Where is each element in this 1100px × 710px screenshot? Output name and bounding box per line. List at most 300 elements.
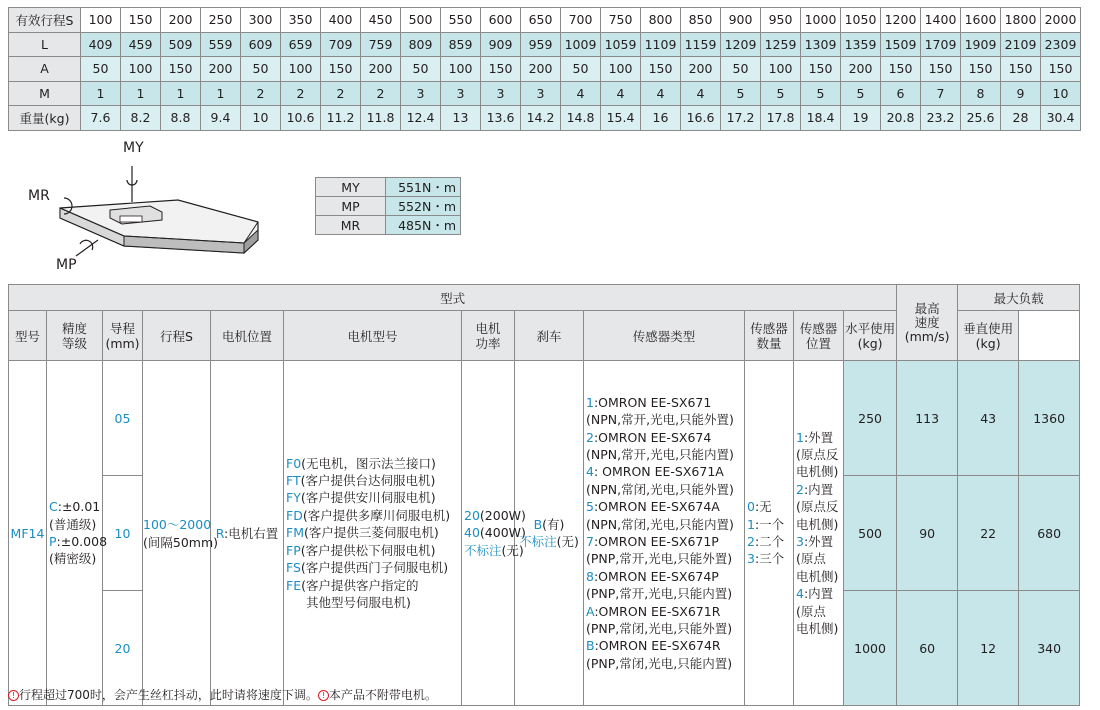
table-cell: 17.2 bbox=[721, 106, 761, 131]
sensor-count-item bbox=[747, 550, 791, 567]
sensor-count-cell bbox=[745, 361, 794, 706]
brake-header: 刹车 bbox=[515, 311, 584, 361]
table-cell: 17.8 bbox=[761, 106, 801, 131]
lead-cell: 10 bbox=[103, 476, 143, 591]
table-row bbox=[316, 197, 461, 216]
sensor-position-item-code: 4 bbox=[796, 586, 804, 602]
speed-cell: 250 bbox=[844, 361, 897, 476]
load-vertical-cell: 12 bbox=[958, 591, 1019, 706]
stroke-header-row bbox=[9, 8, 1081, 33]
stroke-header-cell: 650 bbox=[521, 8, 561, 33]
table-cell: 150 bbox=[801, 57, 841, 82]
table-cell: 859 bbox=[441, 32, 481, 57]
mr-label: MR bbox=[28, 188, 50, 204]
stroke-header-cell: 1050 bbox=[841, 8, 881, 33]
alert-icon: ! bbox=[8, 690, 19, 701]
table-cell: 200 bbox=[201, 57, 241, 82]
sensor-position-item-text: :外置 bbox=[803, 429, 834, 445]
sensor-type-item bbox=[586, 637, 742, 654]
sensor-type-item-text: :OMRON EE-SX674R bbox=[594, 638, 721, 654]
table-cell: 5 bbox=[761, 81, 801, 106]
motor-model-item-code: FT bbox=[286, 473, 301, 489]
table-cell: 2109 bbox=[1001, 32, 1041, 57]
stroke-header-cell: 1400 bbox=[921, 8, 961, 33]
sensor-type-item bbox=[586, 446, 742, 463]
table-cell: 16 bbox=[641, 106, 681, 131]
sensor-type-item bbox=[586, 603, 742, 620]
actuator-illustration bbox=[20, 140, 280, 275]
stroke-header-label: 有效行程S bbox=[9, 8, 81, 33]
sensor-type-item-code: 8 bbox=[586, 568, 594, 584]
table-cell: 200 bbox=[841, 57, 881, 82]
table-cell: 150 bbox=[641, 57, 681, 82]
brake-item-text: (有) bbox=[542, 516, 565, 532]
table-cell: 9 bbox=[1001, 81, 1041, 106]
sensor-count-item bbox=[747, 498, 791, 515]
table-cell: 13 bbox=[441, 106, 481, 131]
model-header: 型号 bbox=[9, 311, 47, 361]
sensor-type-item bbox=[586, 411, 742, 428]
table-cell: 200 bbox=[681, 57, 721, 82]
sensor-position-item bbox=[796, 481, 841, 498]
model-spec-table bbox=[8, 284, 1080, 706]
table-cell: 3 bbox=[481, 81, 521, 106]
lead-cell: 05 bbox=[103, 361, 143, 476]
table-cell: 8 bbox=[961, 81, 1001, 106]
stroke-header-cell: 400 bbox=[321, 8, 361, 33]
sensor-type-item-text: :OMRON EE-SX671 bbox=[593, 394, 712, 410]
stroke-note: (间隔50mm) bbox=[143, 535, 219, 550]
load-vertical-header bbox=[958, 311, 1019, 361]
table-cell: 1259 bbox=[761, 32, 801, 57]
table-cell: 609 bbox=[241, 32, 281, 57]
sensor-position-item bbox=[796, 429, 841, 446]
motor-model-item bbox=[286, 577, 459, 594]
stroke-header-cell: 850 bbox=[681, 8, 721, 33]
table-cell: 5 bbox=[721, 81, 761, 106]
sensor-type-item-text: (PNP,常闭,光电,只能外置) bbox=[586, 621, 733, 637]
motor-model-item-text: (客户提供多摩川伺服电机) bbox=[302, 507, 451, 523]
table-cell: 14.2 bbox=[521, 106, 561, 131]
motor-model-cell bbox=[284, 361, 462, 706]
lead-header-text: 导程 (mm) bbox=[105, 320, 140, 351]
table-cell: 23.2 bbox=[921, 106, 961, 131]
moment-key: MY bbox=[316, 178, 386, 197]
sensor-count-item-text: :一个 bbox=[754, 516, 785, 532]
sensor-position-header bbox=[794, 311, 844, 361]
table-cell: 1 bbox=[81, 81, 121, 106]
sensor-position-item-text: (原点 bbox=[796, 551, 826, 567]
motor-model-item bbox=[286, 594, 459, 611]
motor-model-item-code: FM bbox=[286, 525, 304, 541]
sensor-type-item-code: 4 bbox=[586, 464, 594, 480]
sensor-type-item-text: (PNP,常闭,光电,只能内置) bbox=[586, 655, 733, 671]
table-cell: 3 bbox=[441, 81, 481, 106]
motor-model-item bbox=[286, 559, 459, 576]
moment-value: 552N・m bbox=[386, 197, 461, 216]
stroke-header-cell: 300 bbox=[241, 8, 281, 33]
motor-model-item-code: FE bbox=[286, 577, 302, 593]
table-cell: 11.8 bbox=[361, 106, 401, 131]
table-cell: 559 bbox=[201, 32, 241, 57]
motor-power-header-text: 电机 功率 bbox=[475, 320, 501, 351]
table-cell: 1 bbox=[201, 81, 241, 106]
speed-cell: 500 bbox=[844, 476, 897, 591]
sensor-position-item-text: (原点反 bbox=[796, 446, 839, 462]
table-cell: 2 bbox=[321, 81, 361, 106]
sensor-type-item-text: (NPN,常开,光电,只能外置) bbox=[586, 412, 734, 428]
stroke-header-cell: 150 bbox=[121, 8, 161, 33]
sensor-position-item bbox=[796, 533, 841, 550]
stroke-header: 行程S bbox=[143, 311, 211, 361]
sensor-type-item-text: (NPN,常开,光电,只能内置) bbox=[586, 446, 734, 462]
table-cell: 14.8 bbox=[561, 106, 601, 131]
table-cell: 459 bbox=[121, 32, 161, 57]
table-cell: 1109 bbox=[641, 32, 681, 57]
table-cell: 150 bbox=[961, 57, 1001, 82]
stroke-header-cell: 450 bbox=[361, 8, 401, 33]
motor-power-header bbox=[462, 311, 515, 361]
motor-model-item-text: (客户提供松下伺服电机) bbox=[300, 542, 436, 558]
motor-model-item-text: (无电机，图示法兰接口) bbox=[301, 455, 436, 471]
sensor-position-item-text: (原点反 bbox=[796, 499, 839, 515]
table-cell: 4 bbox=[681, 81, 721, 106]
sensor-type-item bbox=[586, 498, 742, 515]
stroke-header-cell: 250 bbox=[201, 8, 241, 33]
table-cell: 10 bbox=[241, 106, 281, 131]
table-cell: 28 bbox=[1001, 106, 1041, 131]
stroke-header-cell: 950 bbox=[761, 8, 801, 33]
row-label: M bbox=[9, 81, 81, 106]
table-row bbox=[9, 361, 1080, 476]
sensor-count-item-code: 3 bbox=[747, 551, 755, 567]
sensor-position-item-text: 电机侧) bbox=[796, 568, 839, 584]
sensor-position-header-text: 传感器 位置 bbox=[799, 320, 838, 351]
sensor-position-item-text: :外置 bbox=[803, 534, 834, 549]
load-vertical-cell: 22 bbox=[958, 476, 1019, 591]
moment-key: MR bbox=[316, 216, 386, 235]
sensor-position-item bbox=[796, 550, 841, 567]
sensor-type-item bbox=[586, 620, 742, 637]
table-row bbox=[316, 178, 461, 197]
stroke-header-cell: 700 bbox=[561, 8, 601, 33]
motor-power-item-code: 不标注 bbox=[464, 542, 502, 558]
sensor-count-header-text: 传感器 数量 bbox=[750, 320, 788, 351]
footnote-text-1: 行程超过700时，会产生丝杠抖动，此时请将速度下调。 bbox=[19, 688, 318, 702]
stroke-cell bbox=[143, 361, 219, 706]
thrust-cell: 340 bbox=[1019, 591, 1080, 706]
table-cell: 18.4 bbox=[801, 106, 841, 131]
motor-model-item bbox=[286, 542, 459, 559]
table-cell: 12.4 bbox=[401, 106, 441, 131]
motor-model-item-text: (客户提供西门子伺服电机) bbox=[300, 560, 449, 576]
table-cell: 2 bbox=[241, 81, 281, 106]
sensor-type-item bbox=[586, 533, 742, 550]
brake-item-code: B bbox=[533, 516, 543, 532]
motor-model-item-text: 其他型号伺服电机) bbox=[306, 594, 411, 610]
sensor-type-item-code: A bbox=[586, 603, 595, 619]
table-cell: 3 bbox=[521, 81, 561, 106]
motor-position-header: 电机位置 bbox=[211, 311, 284, 361]
brake-item-code: 不标注 bbox=[519, 534, 557, 549]
table-cell: 150 bbox=[321, 57, 361, 82]
sensor-type-item bbox=[586, 655, 742, 672]
stroke-header-cell: 1600 bbox=[961, 8, 1001, 33]
motor-power-item-text: (200W) bbox=[479, 507, 526, 523]
motor-power-item bbox=[464, 524, 526, 541]
footnote-text-2: 本产品不附带电机。 bbox=[328, 688, 437, 702]
precision-item bbox=[49, 533, 108, 550]
table-cell: 8.2 bbox=[121, 106, 161, 131]
sensor-type-item-text: (NPN,常闭,光电,只能内置) bbox=[586, 516, 734, 532]
table-cell: 1909 bbox=[961, 32, 1001, 57]
lead-header bbox=[103, 311, 143, 361]
table-cell: 20.8 bbox=[881, 106, 921, 131]
sensor-type-item-text: (PNP,常开,光电,只能外置) bbox=[586, 551, 733, 567]
table-cell: 959 bbox=[521, 32, 561, 57]
type-group-header: 型式 bbox=[9, 285, 897, 311]
table-cell: 809 bbox=[401, 32, 441, 57]
table-cell: 909 bbox=[481, 32, 521, 57]
precision-item-text: (精密级) bbox=[49, 551, 97, 567]
sensor-position-item-code: 2 bbox=[796, 481, 804, 497]
precision-list bbox=[47, 498, 108, 568]
motor-model-item bbox=[286, 524, 459, 541]
table-row bbox=[9, 32, 1081, 57]
table-cell: 709 bbox=[321, 32, 361, 57]
sensor-type-item bbox=[586, 481, 742, 498]
sensor-position-item-text: (原点 bbox=[796, 603, 826, 619]
sensor-position-item-text: 电机侧) bbox=[796, 621, 839, 637]
motor-power-cell bbox=[462, 361, 526, 706]
brake-item-text: (无) bbox=[556, 534, 579, 549]
moment-value: 551N・m bbox=[386, 178, 461, 197]
precision-item bbox=[49, 550, 100, 567]
sensor-type-item-text: :OMRON EE-SX671P bbox=[593, 534, 719, 549]
sensor-count-item-text: :二个 bbox=[754, 534, 785, 549]
stroke-range: 100～2000 bbox=[143, 517, 212, 532]
table-cell: 10.6 bbox=[281, 106, 321, 131]
sensor-count-item-text: :无 bbox=[754, 499, 772, 515]
table-cell: 150 bbox=[881, 57, 921, 82]
table-cell: 1709 bbox=[921, 32, 961, 57]
table-cell: 9.4 bbox=[201, 106, 241, 131]
sensor-type-cell bbox=[584, 361, 745, 706]
table-cell: 25.6 bbox=[961, 106, 1001, 131]
motor-model-list bbox=[284, 455, 461, 612]
sensor-position-item bbox=[796, 585, 841, 602]
table-cell: 4 bbox=[641, 81, 681, 106]
sensor-position-list bbox=[794, 429, 843, 638]
sensor-position-item-text: :内置 bbox=[803, 586, 834, 602]
sensor-type-item-text: :OMRON EE-SX674 bbox=[593, 429, 712, 445]
row-label: A bbox=[9, 57, 81, 82]
table-cell: 4 bbox=[601, 81, 641, 106]
motor-position-cell bbox=[211, 361, 284, 706]
motor-model-item-text: (客户提供三菱伺服电机) bbox=[303, 525, 439, 541]
sensor-type-item bbox=[586, 550, 742, 567]
table-cell: 150 bbox=[1041, 57, 1081, 82]
sensor-type-item-code: 1 bbox=[586, 394, 594, 410]
sensor-position-item-text: 电机侧) bbox=[796, 464, 839, 480]
table-cell: 150 bbox=[481, 57, 521, 82]
motor-model-item-code: FS bbox=[286, 560, 301, 576]
footnote bbox=[8, 686, 437, 703]
table-cell: 409 bbox=[81, 32, 121, 57]
table-cell: 1009 bbox=[561, 32, 601, 57]
stroke-header-cell: 750 bbox=[601, 8, 641, 33]
motor-power-list bbox=[462, 507, 526, 559]
stroke-header-cell: 100 bbox=[81, 8, 121, 33]
stroke-header-cell: 1000 bbox=[801, 8, 841, 33]
motor-model-item bbox=[286, 489, 459, 506]
lead-cell: 20 bbox=[103, 591, 143, 706]
stroke-header-cell: 1800 bbox=[1001, 8, 1041, 33]
table-cell: 10 bbox=[1041, 81, 1081, 106]
sensor-type-item bbox=[586, 585, 742, 602]
table-cell: 100 bbox=[601, 57, 641, 82]
sensor-type-item-code: B bbox=[586, 638, 595, 654]
table-cell: 2 bbox=[281, 81, 321, 106]
alert-icon: ! bbox=[318, 690, 329, 701]
table-cell: 3 bbox=[401, 81, 441, 106]
sensor-type-item-code: 7 bbox=[586, 534, 594, 549]
thrust-cell: 680 bbox=[1019, 476, 1080, 591]
stroke-header-cell: 550 bbox=[441, 8, 481, 33]
table-cell: 7 bbox=[921, 81, 961, 106]
model-cell: MF14 bbox=[9, 361, 47, 706]
sensor-position-item bbox=[796, 446, 841, 463]
sensor-count-item bbox=[747, 516, 791, 533]
motor-power-item-text: (400W) bbox=[479, 525, 526, 541]
motor-model-item bbox=[286, 455, 459, 472]
sensor-position-item-code: 3 bbox=[796, 534, 804, 549]
sensor-type-item bbox=[586, 429, 742, 446]
row-label: 重量(kg) bbox=[9, 106, 81, 131]
stroke-header-cell: 900 bbox=[721, 8, 761, 33]
table-row bbox=[9, 81, 1081, 106]
motor-model-item-code: FY bbox=[286, 490, 301, 506]
precision-item-code: C bbox=[49, 499, 58, 515]
motor-position-text: :电机右置 bbox=[224, 526, 279, 541]
max-speed-header bbox=[897, 285, 958, 361]
sensor-count-header bbox=[745, 311, 794, 361]
table-cell: 2309 bbox=[1041, 32, 1081, 57]
motor-power-item-code: 40 bbox=[464, 525, 480, 541]
table-cell: 200 bbox=[521, 57, 561, 82]
stroke-spec-table bbox=[8, 7, 1081, 131]
moment-value: 485N・m bbox=[386, 216, 461, 235]
table-cell: 2 bbox=[361, 81, 401, 106]
table-cell: 6 bbox=[881, 81, 921, 106]
load-horizontal-cell: 60 bbox=[897, 591, 958, 706]
table-cell: 1059 bbox=[601, 32, 641, 57]
max-speed-header-text: 最高 速度 (mm/s) bbox=[904, 300, 950, 344]
table-cell: 659 bbox=[281, 32, 321, 57]
sensor-count-item bbox=[747, 533, 791, 550]
sensor-count-item-code: 1 bbox=[747, 516, 755, 532]
table-cell: 100 bbox=[121, 57, 161, 82]
table-cell: 13.6 bbox=[481, 106, 521, 131]
sensor-count-item-text: :三个 bbox=[754, 551, 785, 567]
table-cell: 5 bbox=[801, 81, 841, 106]
table-cell: 50 bbox=[241, 57, 281, 82]
table-cell: 1 bbox=[161, 81, 201, 106]
table-cell: 5 bbox=[841, 81, 881, 106]
table-cell: 509 bbox=[161, 32, 201, 57]
table-cell: 150 bbox=[1001, 57, 1041, 82]
sensor-position-item bbox=[796, 516, 841, 533]
table-cell: 150 bbox=[921, 57, 961, 82]
motor-model-item-code: FP bbox=[286, 542, 301, 558]
sensor-type-header: 传感器类型 bbox=[584, 311, 745, 361]
sensor-position-item bbox=[796, 603, 841, 620]
stroke-header-cell: 500 bbox=[401, 8, 441, 33]
table-cell: 100 bbox=[441, 57, 481, 82]
sensor-type-item-text: :OMRON EE-SX671R bbox=[594, 603, 721, 619]
motor-model-item-code: F0 bbox=[286, 455, 302, 471]
table-cell: 50 bbox=[401, 57, 441, 82]
table-cell: 50 bbox=[561, 57, 601, 82]
table-cell: 1159 bbox=[681, 32, 721, 57]
table-cell: 100 bbox=[281, 57, 321, 82]
precision-item-text: :±0.008 bbox=[56, 534, 108, 549]
motor-model-header: 电机型号 bbox=[284, 311, 462, 361]
table-cell: 15.4 bbox=[601, 106, 641, 131]
sensor-position-item-text: :内置 bbox=[803, 481, 834, 497]
sensor-position-item-text: 电机侧) bbox=[796, 516, 839, 532]
stroke-header-cell: 200 bbox=[161, 8, 201, 33]
max-load-header: 最大负载 bbox=[958, 285, 1080, 311]
sensor-position-item bbox=[796, 620, 841, 637]
precision-item-text: :±0.01 bbox=[57, 499, 101, 515]
precision-header-text: 精度 等级 bbox=[61, 320, 87, 351]
table-cell: 1359 bbox=[841, 32, 881, 57]
table-cell: 200 bbox=[361, 57, 401, 82]
precision-item-code: P bbox=[49, 534, 57, 549]
table-cell: 8.8 bbox=[161, 106, 201, 131]
thrust-cell: 1360 bbox=[1019, 361, 1080, 476]
sensor-type-item bbox=[586, 463, 742, 480]
table-row bbox=[9, 106, 1081, 131]
table-cell: 4 bbox=[561, 81, 601, 106]
table-cell: 1209 bbox=[721, 32, 761, 57]
sensor-count-list bbox=[745, 498, 793, 568]
table-cell: 16.6 bbox=[681, 106, 721, 131]
stroke-header-cell: 600 bbox=[481, 8, 521, 33]
table-row bbox=[316, 216, 461, 235]
motor-model-item-text: (客户提供台达伺服电机) bbox=[300, 473, 436, 489]
motor-position-code: R bbox=[215, 526, 225, 541]
precision-item bbox=[49, 498, 100, 515]
sensor-position-item-code: 1 bbox=[796, 429, 804, 445]
table-cell: 50 bbox=[721, 57, 761, 82]
sensor-position-item bbox=[796, 463, 841, 480]
sensor-type-item-text: :OMRON EE-SX674A bbox=[593, 499, 720, 515]
stroke-header-cell: 350 bbox=[281, 8, 321, 33]
sensor-position-item bbox=[796, 568, 841, 585]
load-horizontal-cell: 90 bbox=[897, 476, 958, 591]
motor-power-item-text: (无) bbox=[501, 542, 524, 558]
sensor-position-cell bbox=[794, 361, 844, 706]
table-cell: 1509 bbox=[881, 32, 921, 57]
brake-item bbox=[517, 533, 581, 550]
motor-model-item bbox=[286, 507, 459, 524]
sensor-type-item bbox=[586, 516, 742, 533]
stroke-header-cell: 2000 bbox=[1041, 8, 1081, 33]
table-cell: 1309 bbox=[801, 32, 841, 57]
load-horizontal-header-text: 水平使用 (kg) bbox=[845, 320, 896, 351]
